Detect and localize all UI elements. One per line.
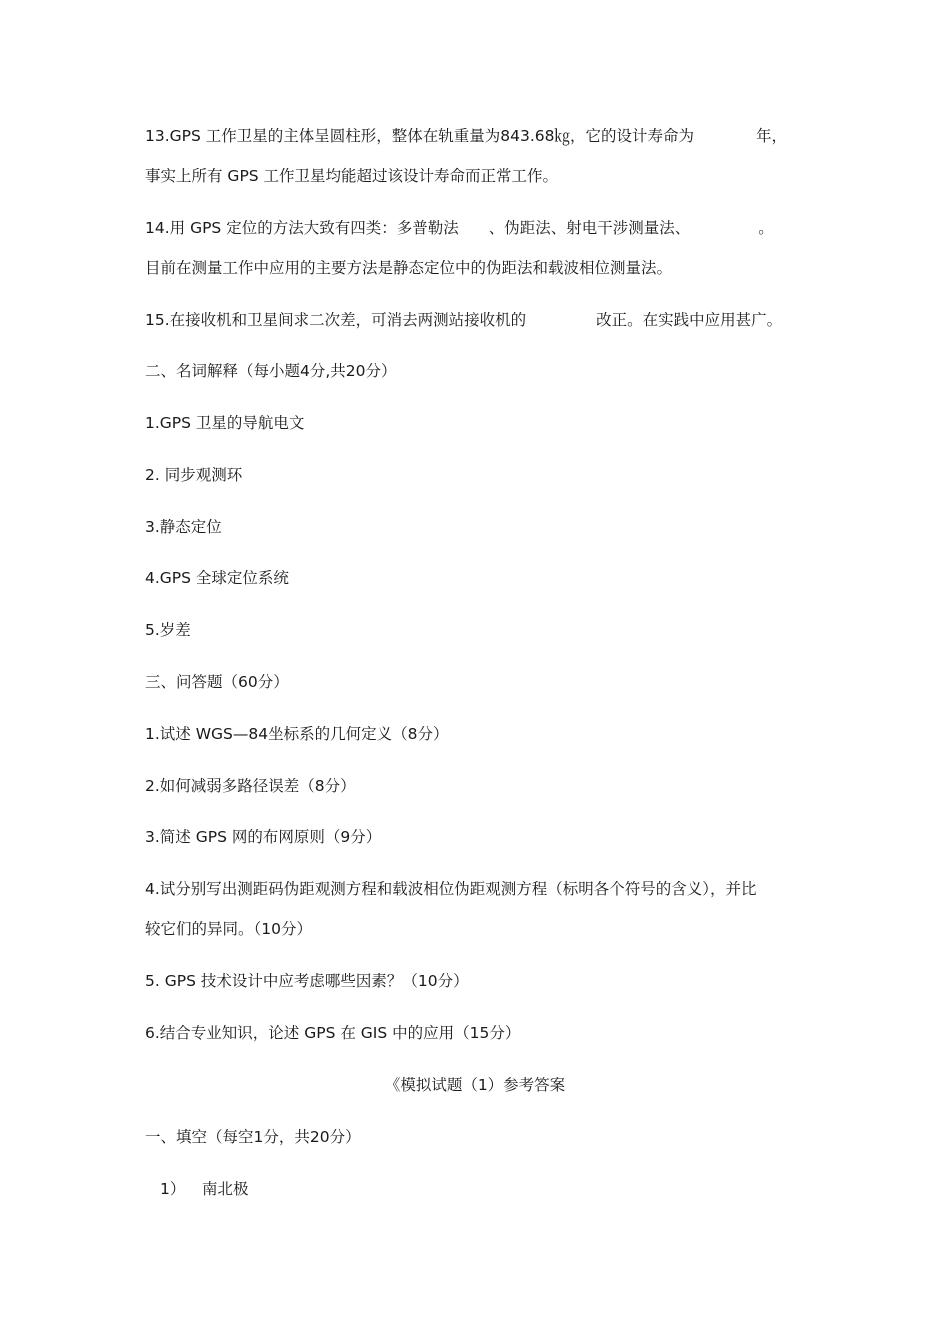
answer-section1-heading: 一、填空（每空1分，共20分） xyxy=(145,1128,361,1146)
answer-item-1 xyxy=(160,1179,249,1199)
answer-title: 《模拟试题（1）参考答案 xyxy=(384,1076,566,1094)
section2-item-1: 1.GPS 卫星的导航电文 xyxy=(145,414,305,432)
q13-line-2: 事实上所有 GPS 工作卫星均能超过该设计寿命而正常工作。 xyxy=(145,167,559,185)
q14-text-b: 、伪距法、射电干涉测量法、 xyxy=(488,219,691,237)
section3-item-1: 1.试述 WGS—84坐标系的几何定义（8分） xyxy=(145,725,449,743)
section2-item-3: 3.静态定位 xyxy=(145,518,222,536)
q15-text-after-blank: 改正。在实践中应用甚广。 xyxy=(596,311,783,329)
q13-text-after-blank: 年， xyxy=(756,127,788,145)
section3-item-5: 5. GPS 技术设计中应考虑哪些因素？（10分） xyxy=(145,972,469,990)
q14-text-c: 。 xyxy=(758,219,774,237)
section2-item-2: 2. 同步观测环 xyxy=(145,466,243,484)
section3-item-3: 3.简述 GPS 网的布网原则（9分） xyxy=(145,828,382,846)
section3-heading: 三、问答题（60分） xyxy=(145,673,289,691)
q15-line xyxy=(145,310,782,330)
section2-item-4: 4.GPS 全球定位系统 xyxy=(145,569,289,587)
section3-item-2: 2.如何减弱多路径误差（8分） xyxy=(145,777,356,795)
q13-line-1 xyxy=(145,126,787,146)
q13-text-before-blank: 13.GPS 工作卫星的主体呈圆柱形，整体在轨重量为843.68㎏，它的设计寿命为 xyxy=(145,127,695,145)
q14-text-a: 14.用 GPS 定位的方法大致有四类：多普勒法 xyxy=(145,219,459,237)
section2-item-5: 5.岁差 xyxy=(145,621,191,639)
answer-item-1-text: 南北极 xyxy=(202,1180,249,1198)
q14-line-2: 目前在测量工作中应用的主要方法是静态定位中的伪距法和载波相位测量法。 xyxy=(145,259,673,277)
section3-item-4-line-2: 较它们的异同。（10分） xyxy=(145,920,312,938)
q15-text-before-blank: 15.在接收机和卫星间求二次差，可消去两测站接收机的 xyxy=(145,311,527,329)
section2-heading: 二、名词解释（每小题4分,共20分） xyxy=(145,362,397,380)
section3-item-6: 6.结合专业知识，论述 GPS 在 GIS 中的应用（15分） xyxy=(145,1024,521,1042)
answer-item-1-number: 1） xyxy=(160,1180,186,1198)
q14-line-1 xyxy=(145,218,774,238)
section3-item-4-line-1: 4.试分别写出测距码伪距观测方程和载波相位伪距观测方程（标明各个符号的含义），并比 xyxy=(145,880,757,898)
